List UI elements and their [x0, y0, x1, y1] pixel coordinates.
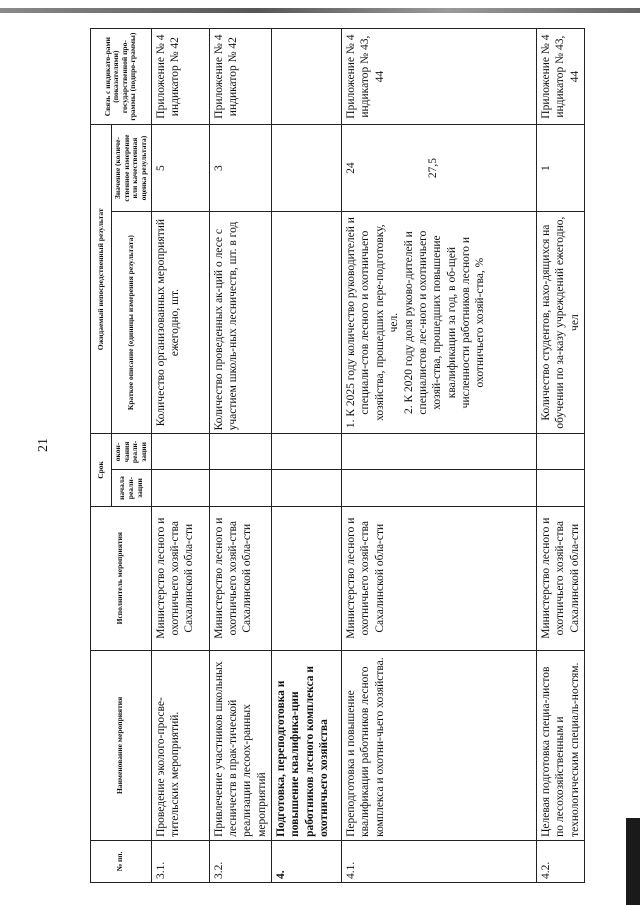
row-name: Целевая подготовка специа-листов по лесохозяйственным и технологическим специаль-ностям.: [537, 650, 585, 840]
row-link: [272, 29, 342, 125]
row-name: Подготовка, переподготовка и повышение квалифика-ции работников лесного комплекса и охотничьего хозяйства: [272, 650, 342, 840]
row-term-start: [209, 470, 272, 506]
row-description-item: 2. К 2020 году доля руково-дителей и специалистов лес-ного и охотничьего хозяй-ства, прошедших повышение квалификации за год, в об-щей численности работников лесного и охотничьего хозяй-ства, %: [402, 230, 487, 415]
row-num: 3.2.: [209, 840, 272, 882]
row-value: 1: [537, 125, 585, 212]
row-executor: Министерство лесного и охотничьего хозяй-ства Сахалинской обла-сти: [537, 506, 585, 650]
table-row: [151, 29, 209, 883]
row-description: Количество студентов, нахо-дящихся на обучении по за-казу учреждений ежегодно, чел: [537, 211, 585, 434]
row-link: Приложение № 4 индикатор № 43, 44: [537, 29, 585, 125]
row-link: Приложение № 4 индикатор № 42: [209, 29, 272, 125]
row-description: Количество организованных мероприятий ежегодно, шт.: [151, 211, 209, 434]
header-executor: Исполнитель мероприятия: [91, 506, 152, 650]
header-term: Срок: [91, 434, 112, 506]
row-term-start: [537, 470, 585, 506]
table-row: [272, 29, 342, 883]
row-term-start: [342, 470, 537, 506]
row-link: Приложение № 4 индикатор № 43, 44: [342, 29, 537, 125]
header-term-end: окон-чания реали-зации: [112, 434, 152, 470]
program-table: [90, 28, 585, 883]
row-term-end: [272, 434, 342, 470]
row-executor: Министерство лесного и охотничьего хозяй-ства Сахалинской обла-сти: [342, 506, 537, 650]
row-link: Приложение № 4 индикатор № 42: [151, 29, 209, 125]
header-link: Связь с индикато-рами (показателями) государственной про-граммы (подпро-граммы): [91, 29, 152, 125]
table-row: [342, 29, 537, 883]
row-term-end: [151, 434, 209, 470]
row-value: [272, 125, 342, 212]
row-value: [342, 125, 537, 212]
row-term-end: [209, 434, 272, 470]
row-name: Проведение эколого-просве-тительских мероприятий.: [151, 650, 209, 840]
scan-edge-bar: [0, 8, 640, 13]
row-value: 3: [209, 125, 272, 212]
header-name: Наименование мероприятия: [91, 650, 152, 840]
header-expected-value: Значение (количе-ственное измерение или качественная оценка результата): [112, 125, 152, 212]
row-num: 3.1.: [151, 840, 209, 882]
row-description-item: 1. К 2025 году количество руководителей и специали-стов лесного и охотничьего хозяйства, прошедших пере-подготовку, чел.: [345, 217, 401, 429]
row-term-end: [342, 434, 537, 470]
row-description: Количество проведенных ак-ций о лесе с участием школь-ных лесничеств, шт. в год: [209, 211, 272, 434]
row-term-start: [272, 470, 342, 506]
row-name: Переподготовка и повышение квалификации работников лесного комплекса и охотни-чьего хозяйства.: [342, 650, 537, 840]
header-expected-desc: Краткое описание (единицы измерения результата): [112, 211, 152, 434]
row-executor: Министерство лесного и охотничьего хозяй-ства Сахалинской обла-сти: [209, 506, 272, 650]
row-num: 4.2.: [537, 840, 585, 882]
row-value-item: 24: [345, 162, 357, 174]
page-number: 21: [36, 438, 51, 452]
table-row: [209, 29, 272, 883]
row-description: [272, 211, 342, 434]
header-term-start: начала реали-зации: [112, 470, 152, 506]
rotated-table-container: [90, 28, 581, 883]
row-num: 4.1.: [342, 840, 537, 882]
row-name: Привлечение участников школьных лесничеств в прак-тической реализации лесоох-ранных мероприятий: [209, 650, 272, 840]
header-expected: Ожидаемый непосредственный результат: [91, 125, 112, 434]
row-term-end: [537, 434, 585, 470]
table-row: [537, 29, 585, 883]
row-num: 4.: [272, 840, 342, 882]
row-value: 5: [151, 125, 209, 212]
header-num: № пп.: [91, 840, 152, 882]
row-executor: Министерство лесного и охотничьего хозяй-ства Сахалинской обла-сти: [151, 506, 209, 650]
row-value-item: 27,5: [427, 158, 440, 179]
row-term-start: [151, 470, 209, 506]
row-description: [342, 211, 537, 434]
row-executor: [272, 506, 342, 650]
scan-edge-mark: [626, 818, 640, 905]
